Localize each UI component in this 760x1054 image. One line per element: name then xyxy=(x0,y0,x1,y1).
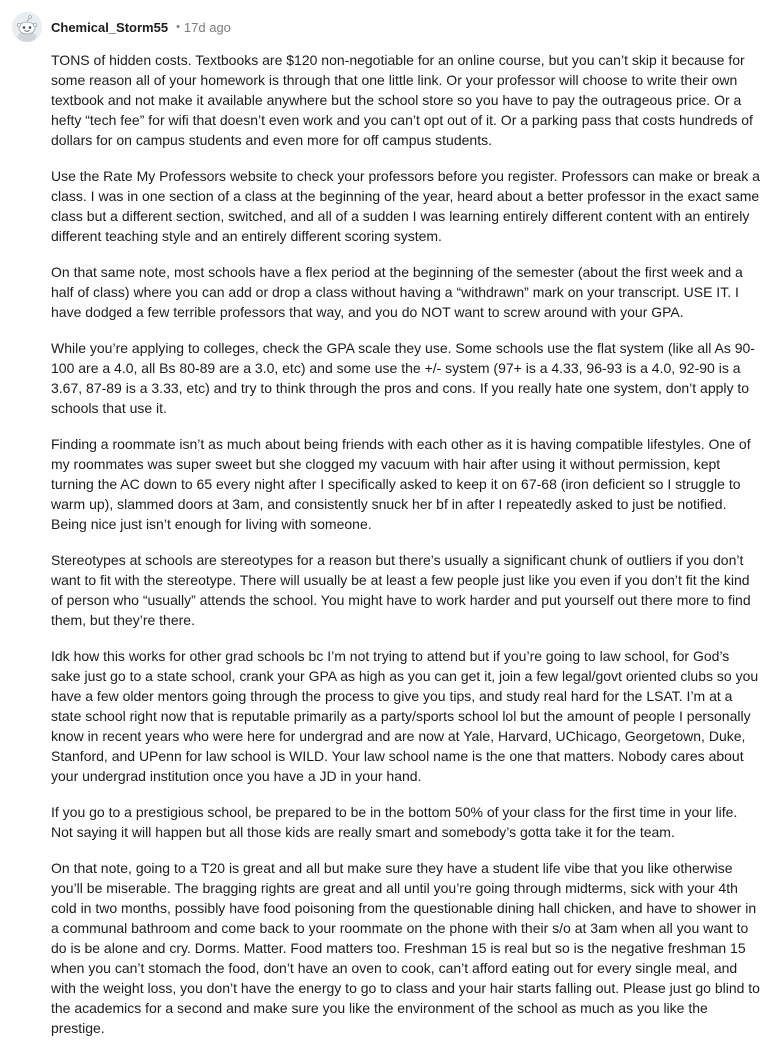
comment-paragraph: If you go to a prestigious school, be prepared to be in the bottom 50% of your class for the first time in your life. Not saying it will happen but all those kids are really smart and somebody’s gotta take it for the team. xyxy=(51,804,738,840)
comment-paragraph: Use the Rate My Professors website to check your professors before you register. Professors can make or break a class. I was in one section of a class at the beginning of the year, heard about a better professor in the exact same class but a different section, switched, and all of a sudden I was learning entirely different content with an entirely different teaching style and an entirely different scoring system. xyxy=(51,168,760,244)
comment-paragraph: Idk how this works for other grad schools bc I’m not trying to attend but if you’re going to law school, for God’s sake just go to a state school, crank your GPA as high as you can get it, join a few legal/govt oriented clubs so you have a few older mentors going through the process to give you tips, and study real hard for the LSAT. I’m at a state school right now that is reputable primarily as a party/sports school lol but the amount of people I personally know in recent years who were here for undergrad and are now at Yale, Harvard, UChicago, Georgetown, Duke, Stanford, and UPenn for law school is WILD. Your law school name is the one that matters. Nobody cares about your undergrad institution once you have a JD in your hand. xyxy=(51,648,759,784)
snoo-avatar-icon xyxy=(12,12,42,42)
comment-paragraph: TONS of hidden costs. Textbooks are $120 non-negotiable for an online course, but you can’t skip it because for some reason all of your homework is through that one little link. Or your professor will choose to write their own textbook and not make it available anywhere but the school store so you have to pay the outrageous price. Or a hefty “tech fee” for wifi that doesn’t even work and you can’t opt out of it. Or a parking pass that costs hundreds of dollars for on campus students and even more for off campus students. xyxy=(51,52,753,148)
comment-age[interactable]: 17d ago xyxy=(183,19,231,35)
avatar[interactable] xyxy=(12,12,42,42)
comment-paragraph: Stereotypes at schools are stereotypes for a reason but there’s usually a significant chunk of outliers if you don’t want to fit with the stereotype. There will usually be at least a few people just like you even if you don’t fit the kind of person who “usually” attends the school. You might have to work harder and put yourself out there more to find them, but they’re there. xyxy=(51,552,751,628)
meta-separator: • xyxy=(176,21,180,33)
comment-header xyxy=(12,10,231,44)
comment-paragraph: While you’re applying to colleges, check the GPA scale they use. Some schools use the flat system (like all As 90-100 are a 4.0, all Bs 80-89 are a 3.0, etc) and some use the +/- system (97+ is a 4.33, 96-93 is a 4.0, 92-90 is a 3.67, 87-89 is a 3.33, etc) and try to think through the pros and cons. If you really hate one system, don’t apply to schools that use it. xyxy=(51,340,755,416)
comment-paragraph: On that note, going to a T20 is great and all but make sure they have a student life vibe that you like otherwise you’ll be miserable. The bragging rights are great and all until you’re going through midterms, sick with your 4th cold in two months, possibly have food poisoning from the questionable dining hall chicken, and have to shower in a communal bathroom and come back to your roommate on the phone with their s/o at 3am when all you want to do is be alone and cry. Dorms. Matter. Food matters too. Freshman 15 is real but so is the negative freshman 15 when you can’t stomach the food, don’t have an oven to cook, can’t afford eating out for every single meal, and with the weight loss, you don’t have the energy to go to class and your hair starts falling out. Please just go blind to the academics for a second and make sure you like the environment of the school as much as you like the prestige. xyxy=(51,860,760,1036)
comment-body xyxy=(51,50,760,1054)
comment-paragraph: Finding a roommate isn’t as much about being friends with each other as it is having compatible lifestyles. One of my roommates was super sweet but she clogged my vacuum with hair after using it without permission, kept turning the AC down to 65 every night after I specifically asked to keep it on 67-68 (iron deficient so I struggle to warm up), slammed doors at 3am, and consistently snuck her bf in after I repeatedly asked to just be notified. Being nice just isn’t enough for living with someone. xyxy=(51,436,751,532)
author-username[interactable]: Chemical_Storm55 xyxy=(51,19,169,35)
comment-paragraph: On that same note, most schools have a flex period at the beginning of the semester (about the first week and a half of class) where you can add or drop a class without having a “withdrawn” mark on your transcript. USE IT. I have dodged a few terrible professors that way, and you do NOT want to screw around with your GPA. xyxy=(51,264,743,320)
